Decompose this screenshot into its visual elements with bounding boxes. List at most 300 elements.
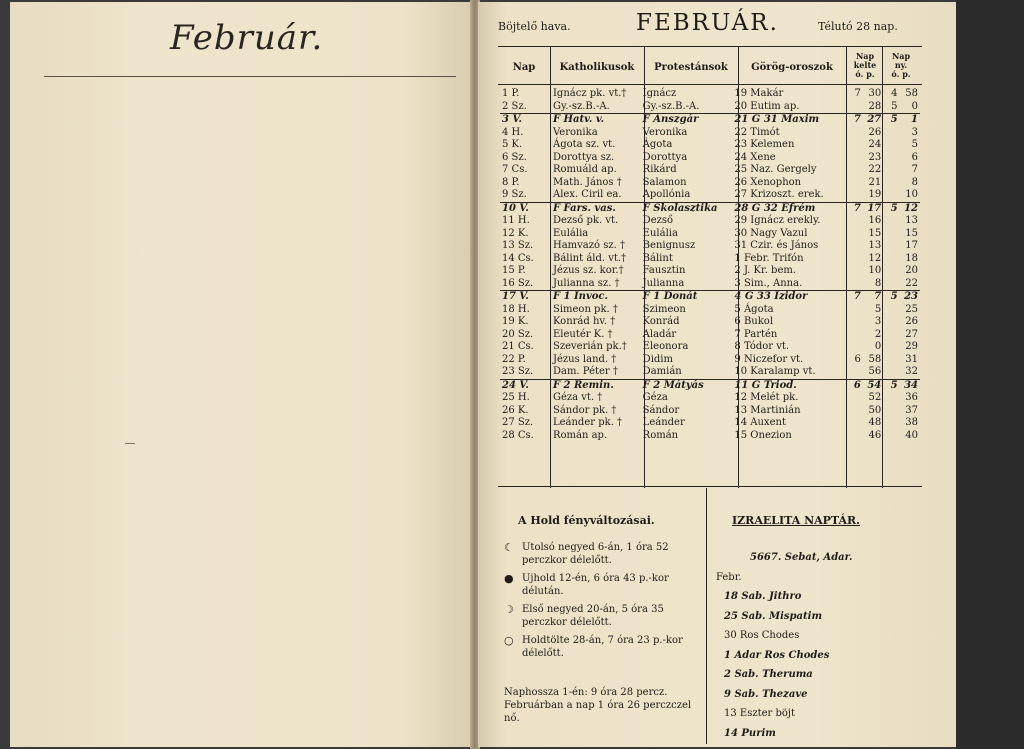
sunset-minute: 3 — [911, 126, 918, 138]
sunrise-hour — [843, 127, 863, 140]
israelite-entry: 1 Adar Ros Chodes — [724, 649, 830, 661]
day-label: 9 Sz. — [502, 189, 527, 200]
protestant-name: Konrád — [642, 316, 680, 327]
calendar-table — [500, 88, 920, 442]
day-label: 10 V. — [500, 202, 551, 215]
day-label: 19 K. — [502, 316, 529, 327]
day-growth-note: Februárban a nap 1 óra 26 perczczel nő. — [504, 700, 692, 724]
sunset-minute: 22 — [905, 277, 918, 289]
sunset-hour: 5 — [883, 202, 899, 215]
calendar-row — [500, 189, 920, 202]
month-title: FEBRUÁR. — [636, 10, 779, 36]
day-label: 21 Cs. — [502, 341, 534, 352]
day-label: 15 P. — [502, 265, 526, 276]
protestant-name: Aladár — [642, 328, 677, 340]
sunrise-minute: 46 — [868, 429, 882, 441]
catholic-saint: Romuáld ap. — [552, 164, 617, 175]
sunset-minute: 25 — [905, 303, 918, 315]
sunrise-hour — [843, 430, 863, 443]
moon-phase-item — [504, 603, 704, 629]
calendar-row — [500, 354, 920, 367]
catholic-saint: Alex. Ciril ea. — [552, 189, 622, 200]
day-label: 22 P. — [502, 353, 526, 365]
sunrise-label-2: kelte — [853, 60, 877, 70]
israelite-entry: 9 Sab. Thezave — [724, 688, 808, 700]
day-label: 2 Sz. — [502, 100, 527, 112]
day-label: 25 H. — [502, 392, 530, 403]
catholic-saint: F 1 Invoc. — [551, 291, 641, 304]
sunset-hour — [883, 127, 899, 140]
sunrise-minute: 26 — [868, 126, 882, 138]
calendar-row — [500, 265, 920, 278]
sunrise-hour — [843, 189, 863, 202]
orthodox-entry: 30 Nagy Vazul — [734, 227, 808, 239]
protestant-name: Ignácz — [642, 88, 677, 99]
catholic-saint: Jézus land. † — [552, 353, 617, 365]
catholic-saint: Veronika — [552, 126, 598, 138]
day-label: 6 Sz. — [502, 151, 527, 163]
sunset-hour — [883, 152, 899, 165]
sunrise-hour — [843, 341, 863, 354]
sunset-minute: 26 — [905, 316, 918, 327]
israelite-calendar-title: IZRAELITA NAPTÁR. — [732, 514, 861, 527]
day-label: 8 P. — [502, 176, 520, 188]
sunrise-hour — [843, 316, 863, 329]
calendar-row — [500, 291, 920, 304]
handwritten-title: Február. — [170, 18, 324, 58]
catholic-saint: Bálint áld. vt.† — [552, 252, 627, 264]
left-page — [10, 2, 472, 747]
calendar-row — [500, 152, 920, 165]
sunset-minute: 36 — [905, 392, 918, 403]
sunset-minute: 38 — [905, 417, 918, 428]
protestant-name: F Anszgár — [641, 114, 733, 127]
sunrise-hour: 6 — [854, 353, 861, 365]
col-header-sunset — [884, 52, 918, 79]
israelite-entry: 13 Eszter böjt — [724, 708, 796, 719]
sunrise-label-3: ó. p. — [855, 69, 875, 79]
protestant-name: F 2 Mátyás — [641, 379, 733, 392]
sunset-minute: 32 — [905, 366, 918, 377]
calendar-row — [500, 278, 920, 291]
moon-phase-text: Holdtölte 28-án, 7 óra 23 p.-kor délelőtt. — [522, 635, 683, 659]
moon-phase-text: Utolsó negyed 6-án, 1 óra 52 perczkor délelőtt. — [522, 542, 669, 566]
protestant-name: Julianna — [642, 277, 685, 289]
day-label: 5 K. — [502, 139, 523, 150]
sunrise-minute: 27 — [863, 114, 883, 127]
calendar-row — [500, 316, 920, 329]
israelite-entry: 14 Purim — [724, 727, 776, 739]
orthodox-entry: 27 Krizoszt. erek. — [734, 189, 824, 200]
header-bottom-rule — [498, 84, 922, 85]
catholic-saint: Jézus sz. kor.† — [552, 265, 624, 276]
protestant-name: Rikárd — [642, 164, 677, 175]
protestant-name: Bálint — [642, 252, 673, 264]
protestant-name: Leánder — [642, 417, 685, 428]
sunset-minute: 31 — [905, 353, 918, 365]
sunset-hour — [883, 215, 899, 228]
sunrise-minute: 0 — [874, 341, 882, 352]
sunset-minute: 34 — [900, 379, 920, 392]
sunset-hour: 5 — [891, 100, 898, 112]
orthodox-entry: 25 Naz. Gergely — [734, 164, 817, 175]
calendar-row — [500, 202, 920, 215]
sunset-minute: 13 — [905, 215, 918, 226]
sunrise-hour — [843, 253, 863, 266]
sunset-label-1: Nap — [891, 51, 911, 61]
orthodox-entry: 6 Bukol — [734, 316, 774, 327]
day-length-note: Naphossza 1-én: 9 óra 28 percz. — [504, 687, 668, 698]
orthodox-entry: 7 Partén — [734, 328, 778, 340]
sunrise-minute: 12 — [868, 252, 882, 264]
catholic-saint: Julianna sz. † — [552, 277, 620, 289]
catholic-saint: Dam. Péter † — [552, 366, 618, 377]
sunset-minute: 18 — [905, 252, 918, 264]
orthodox-entry: 23 Kelemen — [734, 139, 795, 150]
sunrise-minute: 19 — [868, 189, 882, 200]
orthodox-entry: 3 Sim., Anna. — [734, 277, 803, 289]
left-page-rule — [44, 76, 456, 77]
catholic-saint: Szeverián pk.† — [552, 341, 627, 352]
calendar-row — [500, 304, 920, 317]
protestant-name: Salamon — [642, 176, 687, 188]
sunrise-minute: 50 — [868, 404, 882, 416]
day-label: 3 V. — [500, 114, 551, 127]
sunset-hour — [883, 265, 899, 278]
orthodox-entry: 2 J. Kr. bem. — [734, 265, 797, 276]
orthodox-entry: 21 G 31 Maxim — [732, 114, 842, 127]
sunset-hour — [883, 329, 899, 342]
orthodox-entry: 4 G 33 Izidor — [732, 291, 842, 304]
header-top-rule — [498, 46, 922, 47]
israelite-calendar-list — [716, 548, 926, 743]
orthodox-entry: 29 Ignácz erekly. — [734, 215, 821, 226]
catholic-saint: F 2 Remin. — [551, 379, 641, 392]
sunrise-hour — [843, 240, 863, 253]
sunset-hour — [883, 240, 899, 253]
sunrise-hour — [843, 164, 863, 177]
sunrise-hour — [843, 177, 863, 190]
sunrise-hour — [843, 265, 863, 278]
protestant-name: Ágota — [642, 139, 673, 150]
day-label: 17 V. — [500, 291, 551, 304]
israelite-entry: 2 Sab. Theruma — [724, 669, 813, 680]
sunrise-minute: 24 — [868, 139, 882, 150]
day-label: 4 H. — [502, 126, 524, 138]
day-label: 18 H. — [502, 303, 530, 315]
protestant-name: Benignusz — [642, 240, 696, 251]
orthodox-entry: 8 Tódor vt. — [734, 341, 790, 352]
sunrise-hour: 7 — [854, 88, 861, 99]
calendar-row — [500, 392, 920, 405]
orthodox-entry: 11 G Triod. — [732, 379, 842, 392]
sunrise-hour — [843, 304, 863, 317]
sunrise-hour: 6 — [843, 379, 863, 392]
day-label: 14 Cs. — [502, 252, 534, 264]
day-label: 13 Sz. — [502, 240, 534, 251]
sunset-minute: 20 — [905, 265, 918, 276]
day-label: 16 Sz. — [502, 277, 534, 289]
israelite-entry: Febr. — [716, 571, 742, 583]
catholic-saint: Sándor pk. † — [552, 404, 617, 416]
sunrise-hour — [843, 405, 863, 418]
sunrise-minute: 21 — [868, 176, 882, 188]
orthodox-entry: 15 Onezion — [734, 429, 792, 441]
sunrise-minute: 2 — [874, 328, 882, 340]
day-label: 20 Sz. — [502, 328, 534, 340]
israelite-entry: 18 Sab. Jithro — [724, 591, 802, 602]
catholic-saint: Ignácz pk. vt.† — [552, 88, 627, 99]
table-bottom-rule — [498, 486, 922, 487]
sunrise-hour — [843, 215, 863, 228]
orthodox-entry: 5 Ágota — [734, 303, 774, 315]
sunset-hour — [883, 417, 899, 430]
protestant-name: F 1 Donát — [641, 291, 733, 304]
sunset-hour — [883, 366, 899, 379]
header-left: Böjtelő hava. — [498, 20, 571, 33]
protestant-name: Gy.-sz.B.-A. — [642, 100, 700, 112]
orthodox-entry: 12 Melét pk. — [734, 392, 799, 403]
calendar-row — [500, 228, 920, 241]
protestant-name: Veronika — [642, 126, 688, 138]
sunrise-minute: 8 — [874, 277, 882, 289]
sunset-minute: 12 — [900, 202, 920, 215]
orthodox-entry: 24 Xene — [734, 151, 776, 163]
protestant-name: Dorottya — [642, 151, 688, 163]
sunrise-label-1: Nap — [855, 51, 875, 61]
last-quarter-moon-icon: ☾ — [504, 541, 514, 554]
sunset-hour — [883, 177, 899, 190]
sunrise-minute: 15 — [868, 227, 882, 239]
calendar-row — [500, 114, 920, 127]
orthodox-entry: 14 Auxent — [734, 417, 786, 428]
sunset-minute: 0 — [911, 100, 918, 112]
sunset-hour — [883, 405, 899, 418]
orthodox-entry: 1 Febr. Trifón — [734, 252, 804, 264]
calendar-row — [500, 164, 920, 177]
day-label: 28 Cs. — [502, 429, 534, 441]
sunset-minute: 58 — [905, 88, 918, 99]
catholic-saint: Dezső pk. vt. — [552, 215, 619, 226]
sunrise-minute: 56 — [868, 366, 882, 377]
sunrise-minute: 48 — [868, 417, 882, 428]
calendar-row — [500, 379, 920, 392]
sunrise-hour — [843, 392, 863, 405]
calendar-row — [500, 417, 920, 430]
sunrise-minute: 58 — [868, 353, 882, 365]
israelite-entry: 5667. Sebat, Adar. — [750, 552, 853, 563]
catholic-saint: Ágota sz. vt. — [552, 139, 616, 150]
sunrise-minute: 30 — [868, 88, 882, 99]
protestant-name: Sándor — [642, 404, 680, 416]
israelite-entry: 30 Ros Chodes — [724, 630, 800, 641]
catholic-saint: Géza vt. † — [552, 392, 603, 403]
moon-phase-item — [504, 572, 704, 598]
sunset-hour — [883, 164, 899, 177]
sunrise-hour — [843, 228, 863, 241]
calendar-row — [500, 177, 920, 190]
moon-phase-text: Ujhold 12-én, 6 óra 43 p.-kor délután. — [522, 573, 669, 597]
day-label: 27 Sz. — [502, 417, 534, 428]
calendar-row — [500, 88, 920, 101]
sunset-hour: 5 — [883, 114, 899, 127]
orthodox-entry: 9 Niczefor vt. — [734, 353, 804, 365]
day-label: 24 V. — [500, 379, 551, 392]
moon-phase-item — [504, 634, 704, 660]
catholic-saint: Math. János † — [552, 176, 622, 188]
sunset-minute: 6 — [911, 151, 918, 163]
sunset-minute: 5 — [911, 139, 918, 150]
calendar-row — [500, 139, 920, 152]
sunset-hour: 5 — [883, 379, 899, 392]
calendar-row — [500, 101, 920, 114]
sunrise-minute: 28 — [868, 100, 882, 112]
sunrise-minute: 13 — [868, 240, 882, 251]
orthodox-entry: 22 Timót — [734, 126, 780, 138]
sunset-hour — [883, 354, 899, 367]
sunrise-minute: 3 — [874, 316, 882, 327]
protestant-name: Szimeon — [642, 303, 686, 315]
bottom-section-divider — [706, 488, 707, 744]
full-moon-icon: ○ — [504, 634, 514, 647]
sunset-hour — [883, 430, 899, 443]
sunrise-hour — [843, 152, 863, 165]
sunrise-hour — [843, 101, 863, 114]
protestant-name: Eulália — [642, 227, 678, 239]
sunrise-hour — [843, 139, 863, 152]
sunset-hour: 5 — [883, 291, 899, 304]
catholic-saint: Konrád hv. † — [552, 316, 616, 327]
sunrise-minute: 22 — [868, 164, 882, 175]
orthodox-entry: 20 Eutim ap. — [734, 100, 800, 112]
sunset-hour: 4 — [891, 88, 898, 99]
catholic-saint: Eulália — [552, 227, 589, 239]
sunset-minute: 27 — [905, 328, 918, 340]
sunrise-hour — [843, 329, 863, 342]
sunset-minute: 40 — [905, 429, 918, 441]
orthodox-entry: 13 Martinián — [734, 404, 801, 416]
sunset-minute: 23 — [900, 291, 920, 304]
day-label: 23 Sz. — [502, 366, 534, 377]
moon-phases-title: A Hold fényváltozásai. — [518, 514, 655, 527]
catholic-saint: F Fars. vas. — [551, 202, 641, 215]
pencil-mark — [125, 443, 135, 444]
background-edge — [956, 0, 1024, 749]
calendar-row — [500, 405, 920, 418]
orthodox-entry: 19 Makár — [734, 88, 784, 99]
sunset-minute: 10 — [905, 189, 918, 200]
sunrise-minute: 52 — [868, 392, 882, 403]
protestant-name: Román — [642, 429, 679, 441]
orthodox-entry: 31 Czir. és János — [734, 240, 819, 251]
orthodox-entry: 10 Karalamp vt. — [734, 366, 816, 377]
moon-phase-text: Első negyed 20-án, 5 óra 35 perczkor délelőtt. — [522, 604, 664, 628]
col-header-gorog: Görög-oroszok — [751, 62, 833, 73]
sunset-minute: 15 — [905, 227, 918, 239]
calendar-row — [500, 366, 920, 379]
calendar-row — [500, 127, 920, 140]
sunset-minute: 37 — [905, 404, 918, 416]
sunrise-minute: 10 — [868, 265, 882, 276]
sunrise-hour — [843, 417, 863, 430]
sunrise-minute: 5 — [874, 303, 882, 315]
sunrise-minute: 16 — [868, 215, 882, 226]
sunset-hour — [883, 304, 899, 317]
catholic-saint: Leánder pk. † — [552, 417, 623, 428]
first-quarter-moon-icon: ☽ — [504, 603, 514, 616]
day-label: 7 Cs. — [502, 164, 528, 175]
day-label: 26 K. — [502, 404, 529, 416]
sunset-hour — [883, 228, 899, 241]
day-label: 1 P. — [502, 88, 520, 99]
sunset-hour — [883, 278, 899, 291]
col-header-sunrise — [848, 52, 882, 79]
moon-phases-list — [504, 541, 704, 665]
sunrise-hour: 7 — [843, 202, 863, 215]
sunrise-hour: 7 — [843, 291, 863, 304]
sunset-hour — [883, 139, 899, 152]
sunset-minute: 29 — [905, 341, 918, 352]
calendar-row — [500, 253, 920, 266]
calendar-row — [500, 329, 920, 342]
header-right: Télutó 28 nap. — [818, 20, 898, 33]
protestant-name: Didim — [642, 353, 673, 365]
catholic-saint: Gy.-sz.B.-A. — [552, 100, 610, 112]
calendar-row — [500, 240, 920, 253]
sunset-hour — [883, 341, 899, 354]
sunrise-minute: 23 — [868, 151, 882, 163]
protestant-name: Damián — [642, 366, 682, 377]
sunset-hour — [883, 392, 899, 405]
sunset-hour — [883, 253, 899, 266]
catholic-saint: Román ap. — [552, 429, 608, 441]
daylight-notes — [504, 686, 704, 725]
protestant-name: Dezső — [642, 215, 674, 226]
sunrise-hour — [843, 366, 863, 379]
calendar-row — [500, 430, 920, 443]
col-header-nap: Nap — [512, 62, 536, 73]
protestant-name: Eleonora — [642, 341, 689, 352]
col-header-katholikusok: Katholikusok — [559, 62, 635, 73]
sunrise-hour: 7 — [843, 114, 863, 127]
sunset-minute: 1 — [900, 114, 920, 127]
col-header-protestansok: Protestánsok — [654, 62, 728, 73]
day-label: 12 K. — [502, 227, 529, 239]
sunset-minute: 17 — [905, 240, 918, 251]
sunset-label-2: ny. — [894, 60, 908, 70]
calendar-row — [500, 341, 920, 354]
sunrise-minute: 17 — [863, 202, 883, 215]
sunrise-minute: 7 — [863, 291, 883, 304]
sunset-minute: 7 — [911, 164, 918, 175]
new-moon-icon: ● — [504, 572, 514, 585]
moon-phase-item — [504, 541, 704, 567]
day-label: 11 H. — [502, 215, 530, 226]
israelite-entry: 25 Sab. Mispatim — [724, 610, 823, 622]
sunset-hour — [883, 189, 899, 202]
calendar-row — [500, 215, 920, 228]
protestant-name: Apollónia — [642, 189, 691, 200]
orthodox-entry: 28 G 32 Efrém — [732, 202, 842, 215]
catholic-saint: Dorottya sz. — [552, 151, 615, 163]
sunrise-hour — [843, 278, 863, 291]
catholic-saint: Hamvazó sz. † — [552, 240, 625, 251]
sunset-hour — [883, 316, 899, 329]
sunset-label-3: ó. p. — [891, 69, 911, 79]
catholic-saint: F Hatv. v. — [551, 114, 641, 127]
sunset-minute: 8 — [911, 176, 918, 188]
catholic-saint: Simeon pk. † — [552, 303, 618, 315]
